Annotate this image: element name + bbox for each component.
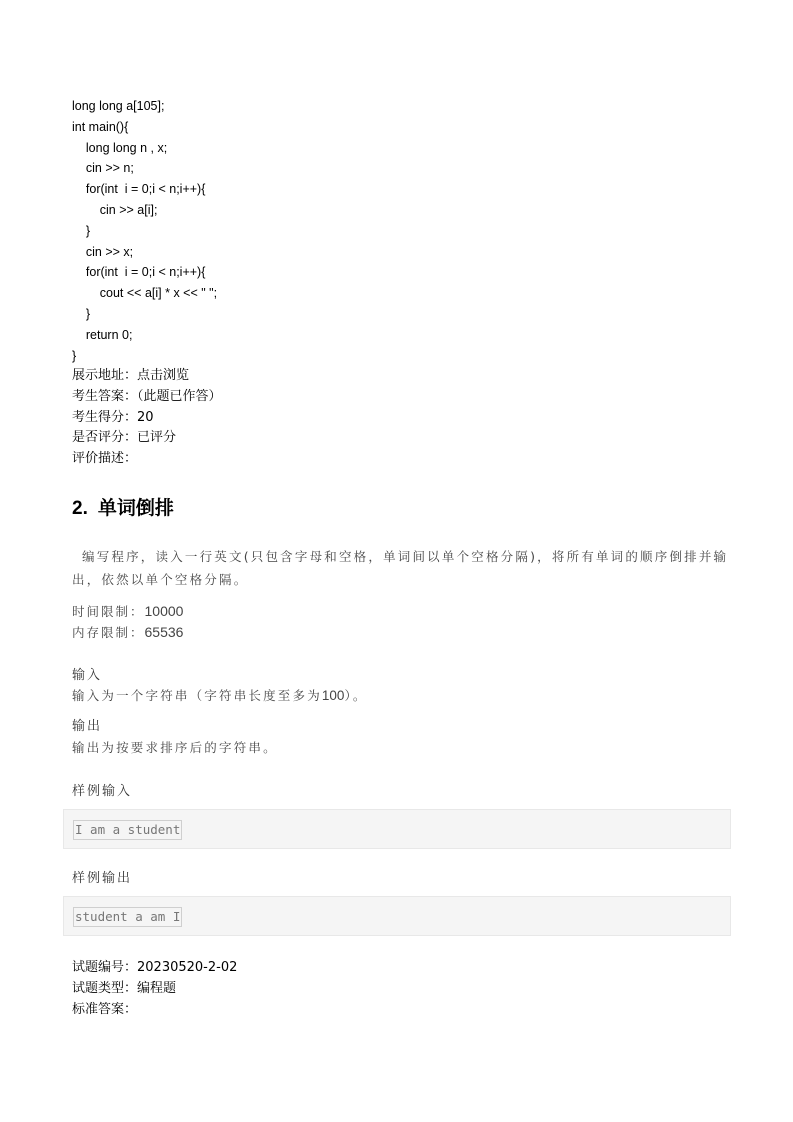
question-type: 试题类型：编程题 <box>72 980 177 996</box>
output-heading: 输出 <box>72 719 103 734</box>
answer-meta <box>72 366 222 470</box>
sample-output-box <box>63 896 731 936</box>
memory-limit-label: 内存限制： <box>72 625 145 640</box>
display-address-link[interactable]: 展示地址：点击浏览 <box>72 368 190 383</box>
standard-answer: 标准答案： <box>72 1001 138 1017</box>
sample-input-code: I am a student <box>73 820 182 840</box>
code-line: return 0; <box>72 327 133 342</box>
grading-status: 是否评分：已评分 <box>72 430 177 446</box>
question-id: 试题编号：20230520-2-02 <box>72 960 238 975</box>
code-line: long long a[105]; <box>72 99 165 113</box>
code-line: for(int i = 0;i < n;i++){ <box>72 182 206 197</box>
input-heading: 输入 <box>72 668 103 683</box>
input-text-prefix: 输入为一个字符串（字符串长度至多为 <box>72 688 322 703</box>
input-description <box>72 686 368 706</box>
question-title-text: 单词倒排 <box>97 497 174 519</box>
input-text-number: 100 <box>321 688 345 703</box>
sample-input-heading: 样例输入 <box>72 784 133 799</box>
limits <box>72 601 183 643</box>
evaluation-description: 评价描述： <box>72 451 138 467</box>
time-limit-value: 10000 <box>144 603 184 619</box>
code-line: } <box>72 223 91 238</box>
code-line: for(int i = 0;i < n;i++){ <box>72 265 206 280</box>
code-line: } <box>72 306 91 321</box>
question-description: 编写程序，读入一行英文(只包含字母和空格，单词间以单个空格分隔)，将所有单词的顺序倒排并输出，依然以单个空格分隔。 <box>72 549 729 587</box>
memory-limit <box>72 622 183 643</box>
code-line: cin >> n; <box>72 161 134 176</box>
sample-input-box <box>63 809 731 849</box>
code-line: cout << a[i] * x << " "; <box>72 286 218 301</box>
code-line: cin >> a[i]; <box>72 202 158 217</box>
code-line: cin >> x; <box>72 244 134 259</box>
question-number: 2. <box>72 498 88 519</box>
sample-output-code: student a am I <box>73 907 182 927</box>
code-block <box>72 96 217 366</box>
question-footer <box>72 958 237 1020</box>
student-answer: 考生答案：（此题已作答） <box>72 388 222 404</box>
sample-output-heading: 样例输出 <box>72 871 133 886</box>
code-line: int main(){ <box>72 119 129 134</box>
time-limit-label: 时间限制： <box>72 604 145 619</box>
code-line: } <box>72 348 77 363</box>
time-limit <box>72 601 183 622</box>
code-line: long long n , x; <box>72 140 168 155</box>
input-text-suffix: ）。 <box>344 688 368 703</box>
memory-limit-value: 65536 <box>144 624 184 640</box>
question-title <box>72 494 174 523</box>
student-score: 考生得分：20 <box>72 409 154 425</box>
output-description: 输出为按要求排序后的字符串。 <box>72 740 278 755</box>
